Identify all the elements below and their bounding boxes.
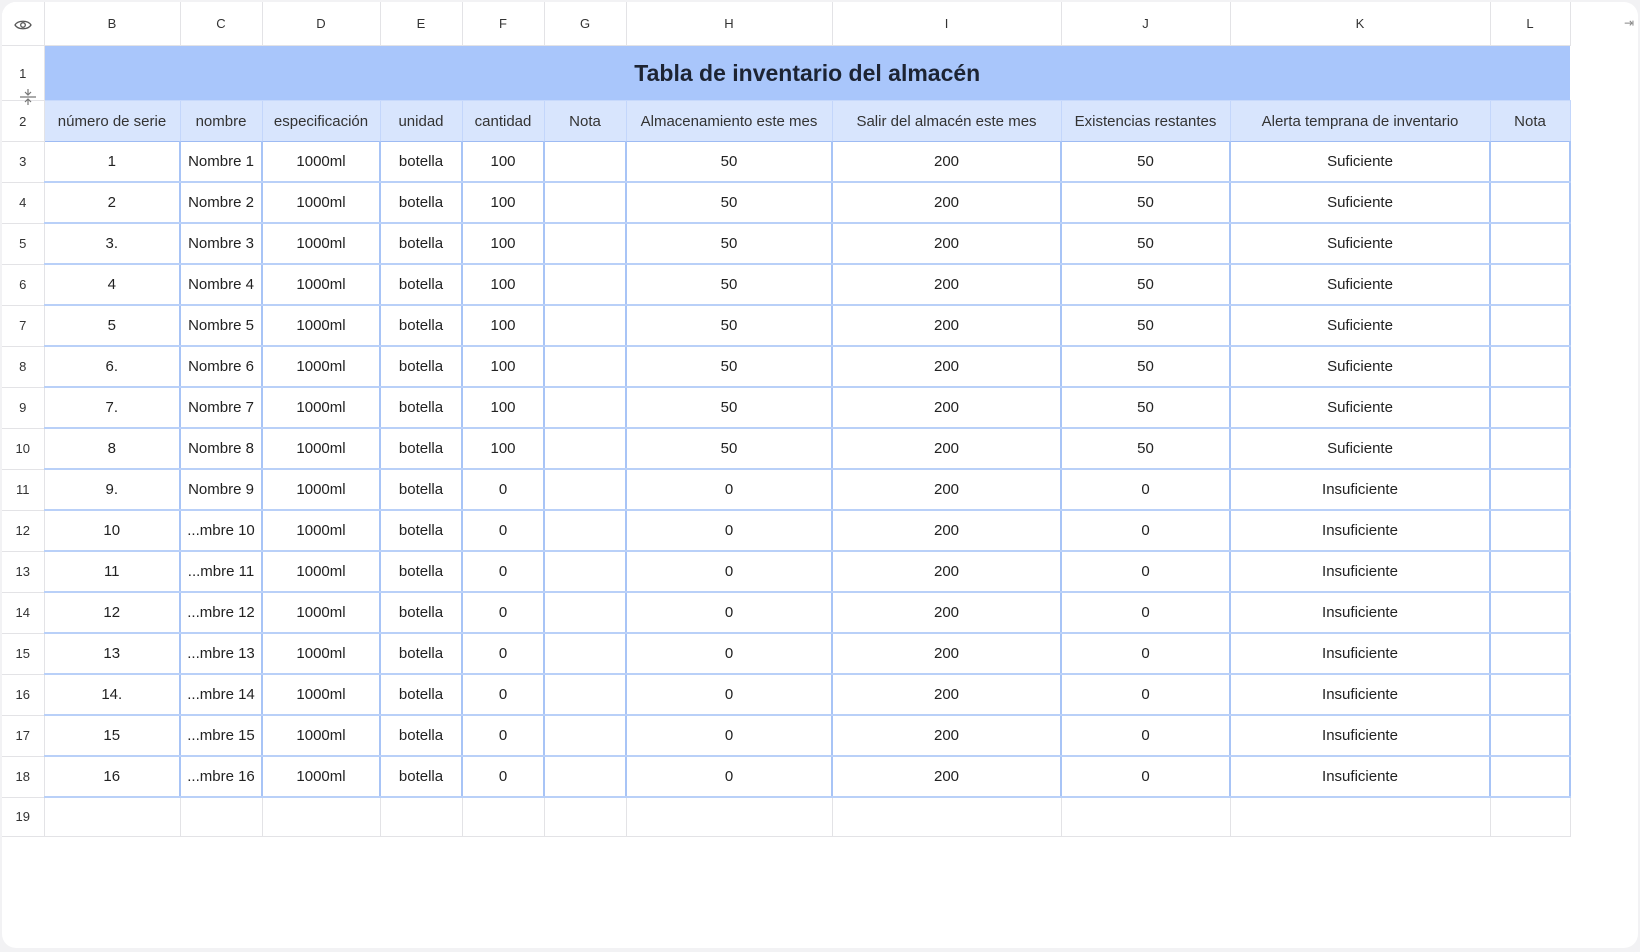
- name-cell[interactable]: Nombre 6: [180, 346, 262, 387]
- row-number[interactable]: 15: [2, 633, 44, 674]
- serial-cell[interactable]: 16: [44, 756, 180, 797]
- header-stock-out[interactable]: Salir del almacén este mes: [832, 101, 1061, 142]
- alert-cell[interactable]: Insuficiente: [1230, 756, 1490, 797]
- note-2-cell[interactable]: [1490, 182, 1570, 223]
- table-row: [2, 756, 1570, 797]
- stock-in-cell[interactable]: 50: [626, 428, 832, 469]
- serial-cell[interactable]: 2: [44, 182, 180, 223]
- spreadsheet-grid: [2, 2, 1571, 837]
- name-cell[interactable]: ...mbre 12: [180, 592, 262, 633]
- stock-in-cell[interactable]: 0: [626, 674, 832, 715]
- serial-cell[interactable]: 1: [44, 142, 180, 183]
- unit-cell[interactable]: botella: [380, 182, 462, 223]
- unit-cell[interactable]: botella: [380, 223, 462, 264]
- empty-cell[interactable]: [1230, 797, 1490, 837]
- stock-out-cell[interactable]: 200: [832, 182, 1061, 223]
- column-header-c[interactable]: C: [180, 2, 262, 46]
- row-number[interactable]: 3: [2, 142, 44, 183]
- spec-cell[interactable]: 1000ml: [262, 428, 380, 469]
- header-note[interactable]: Nota: [544, 101, 626, 142]
- row-number[interactable]: 5: [2, 223, 44, 264]
- note-2-cell[interactable]: [1490, 551, 1570, 592]
- note-2-cell[interactable]: [1490, 428, 1570, 469]
- note-cell[interactable]: [544, 264, 626, 305]
- header-serial[interactable]: número de serie: [44, 101, 180, 142]
- name-cell[interactable]: Nombre 2: [180, 182, 262, 223]
- unit-cell[interactable]: botella: [380, 264, 462, 305]
- note-2-cell[interactable]: [1490, 510, 1570, 551]
- table-row: [2, 387, 1570, 428]
- column-header-h[interactable]: H: [626, 2, 832, 46]
- stock-out-cell[interactable]: 200: [832, 715, 1061, 756]
- stock-out-cell[interactable]: 200: [832, 756, 1061, 797]
- spec-cell[interactable]: 1000ml: [262, 346, 380, 387]
- remaining-cell[interactable]: 0: [1061, 674, 1230, 715]
- remaining-cell[interactable]: 0: [1061, 551, 1230, 592]
- column-header-l[interactable]: L: [1490, 2, 1570, 46]
- serial-cell[interactable]: 13: [44, 633, 180, 674]
- table-row: [2, 715, 1570, 756]
- unit-cell[interactable]: botella: [380, 346, 462, 387]
- unit-cell[interactable]: botella: [380, 592, 462, 633]
- note-2-cell[interactable]: [1490, 715, 1570, 756]
- row-number[interactable]: 6: [2, 264, 44, 305]
- remaining-cell[interactable]: 0: [1061, 715, 1230, 756]
- unit-cell[interactable]: botella: [380, 469, 462, 510]
- header-quantity[interactable]: cantidad: [462, 101, 544, 142]
- remaining-cell[interactable]: 0: [1061, 633, 1230, 674]
- note-cell[interactable]: [544, 592, 626, 633]
- unit-cell[interactable]: botella: [380, 715, 462, 756]
- name-cell[interactable]: Nombre 9: [180, 469, 262, 510]
- unit-cell[interactable]: botella: [380, 674, 462, 715]
- stock-out-cell[interactable]: 200: [832, 142, 1061, 183]
- stock-out-cell[interactable]: 200: [832, 223, 1061, 264]
- unit-cell[interactable]: botella: [380, 510, 462, 551]
- row-number[interactable]: 18: [2, 756, 44, 797]
- empty-cell[interactable]: [380, 797, 462, 837]
- empty-cell[interactable]: [544, 797, 626, 837]
- stock-in-cell[interactable]: 0: [626, 592, 832, 633]
- note-cell[interactable]: [544, 756, 626, 797]
- spec-cell[interactable]: 1000ml: [262, 674, 380, 715]
- stock-in-cell[interactable]: 50: [626, 142, 832, 183]
- note-2-cell[interactable]: [1490, 305, 1570, 346]
- serial-cell[interactable]: 12: [44, 592, 180, 633]
- table-row: [2, 223, 1570, 264]
- spec-cell[interactable]: 1000ml: [262, 633, 380, 674]
- remaining-cell[interactable]: 50: [1061, 182, 1230, 223]
- row-number[interactable]: 14: [2, 592, 44, 633]
- stock-in-cell[interactable]: 50: [626, 182, 832, 223]
- stock-in-cell[interactable]: 50: [626, 387, 832, 428]
- note-cell[interactable]: [544, 223, 626, 264]
- remaining-cell[interactable]: 0: [1061, 592, 1230, 633]
- unit-cell[interactable]: botella: [380, 387, 462, 428]
- note-cell[interactable]: [544, 387, 626, 428]
- row-number[interactable]: 10: [2, 428, 44, 469]
- row-number[interactable]: 1: [2, 46, 44, 101]
- quantity-cell[interactable]: 100: [462, 142, 544, 183]
- note-2-cell[interactable]: [1490, 264, 1570, 305]
- quantity-cell[interactable]: 0: [462, 674, 544, 715]
- serial-cell[interactable]: 11: [44, 551, 180, 592]
- spec-cell[interactable]: 1000ml: [262, 223, 380, 264]
- serial-cell[interactable]: 10: [44, 510, 180, 551]
- stock-in-cell[interactable]: 50: [626, 223, 832, 264]
- serial-cell[interactable]: 9.: [44, 469, 180, 510]
- table-row: [2, 182, 1570, 223]
- note-cell[interactable]: [544, 142, 626, 183]
- stock-in-cell[interactable]: 0: [626, 715, 832, 756]
- name-cell[interactable]: ...mbre 16: [180, 756, 262, 797]
- name-cell[interactable]: ...mbre 10: [180, 510, 262, 551]
- serial-cell[interactable]: 7.: [44, 387, 180, 428]
- note-2-cell[interactable]: [1490, 223, 1570, 264]
- header-stock-in[interactable]: Almacenamiento este mes: [626, 101, 832, 142]
- note-cell[interactable]: [544, 469, 626, 510]
- alert-cell[interactable]: Suficiente: [1230, 387, 1490, 428]
- empty-cell[interactable]: [44, 797, 180, 837]
- remaining-cell[interactable]: 50: [1061, 223, 1230, 264]
- note-cell[interactable]: [544, 551, 626, 592]
- quantity-cell[interactable]: 0: [462, 592, 544, 633]
- spreadsheet-window: [2, 2, 1638, 948]
- empty-cell[interactable]: [832, 797, 1061, 837]
- empty-cell[interactable]: [1061, 797, 1230, 837]
- empty-cell[interactable]: [262, 797, 380, 837]
- empty-cell[interactable]: [1490, 797, 1570, 837]
- serial-cell[interactable]: 15: [44, 715, 180, 756]
- table-row: [2, 305, 1570, 346]
- unit-cell[interactable]: botella: [380, 428, 462, 469]
- column-header-k[interactable]: K: [1230, 2, 1490, 46]
- remaining-cell[interactable]: 50: [1061, 305, 1230, 346]
- spec-cell[interactable]: 1000ml: [262, 756, 380, 797]
- header-remaining[interactable]: Existencias restantes: [1061, 101, 1230, 142]
- row-number[interactable]: 4: [2, 182, 44, 223]
- remaining-cell[interactable]: 50: [1061, 387, 1230, 428]
- stock-in-cell[interactable]: 50: [626, 305, 832, 346]
- spec-cell[interactable]: 1000ml: [262, 142, 380, 183]
- stock-in-cell[interactable]: 50: [626, 264, 832, 305]
- quantity-cell[interactable]: 100: [462, 305, 544, 346]
- table-row: [2, 469, 1570, 510]
- alert-cell[interactable]: Insuficiente: [1230, 633, 1490, 674]
- column-header-d[interactable]: D: [262, 2, 380, 46]
- remaining-cell[interactable]: 50: [1061, 264, 1230, 305]
- note-2-cell[interactable]: [1490, 387, 1570, 428]
- alert-cell[interactable]: Suficiente: [1230, 428, 1490, 469]
- note-cell[interactable]: [544, 674, 626, 715]
- name-cell[interactable]: Nombre 8: [180, 428, 262, 469]
- empty-row: [2, 797, 1570, 837]
- name-cell[interactable]: ...mbre 11: [180, 551, 262, 592]
- remaining-cell[interactable]: 50: [1061, 346, 1230, 387]
- table-row: [2, 551, 1570, 592]
- stock-out-cell[interactable]: 200: [832, 264, 1061, 305]
- stock-in-cell[interactable]: 0: [626, 469, 832, 510]
- alert-cell[interactable]: Insuficiente: [1230, 510, 1490, 551]
- note-cell[interactable]: [544, 428, 626, 469]
- name-cell[interactable]: ...mbre 15: [180, 715, 262, 756]
- quantity-cell[interactable]: 100: [462, 428, 544, 469]
- alert-cell[interactable]: Suficiente: [1230, 305, 1490, 346]
- quantity-cell[interactable]: 100: [462, 223, 544, 264]
- alert-cell[interactable]: Suficiente: [1230, 182, 1490, 223]
- note-2-cell[interactable]: [1490, 592, 1570, 633]
- quantity-cell[interactable]: 0: [462, 633, 544, 674]
- stock-out-cell[interactable]: 200: [832, 510, 1061, 551]
- serial-cell[interactable]: 14.: [44, 674, 180, 715]
- serial-cell[interactable]: 5: [44, 305, 180, 346]
- header-name[interactable]: nombre: [180, 101, 262, 142]
- quantity-cell[interactable]: 100: [462, 182, 544, 223]
- header-alert[interactable]: Alerta temprana de inventario: [1230, 101, 1490, 142]
- note-cell[interactable]: [544, 346, 626, 387]
- row-number[interactable]: 16: [2, 674, 44, 715]
- eye-icon[interactable]: [14, 19, 32, 31]
- stock-out-cell[interactable]: 200: [832, 592, 1061, 633]
- table-row: [2, 510, 1570, 551]
- alert-cell[interactable]: Suficiente: [1230, 264, 1490, 305]
- stock-in-cell[interactable]: 0: [626, 551, 832, 592]
- serial-cell[interactable]: 6.: [44, 346, 180, 387]
- spec-cell[interactable]: 1000ml: [262, 551, 380, 592]
- row-resize-icon[interactable]: [18, 88, 38, 106]
- spec-cell[interactable]: 1000ml: [262, 387, 380, 428]
- empty-cell[interactable]: [626, 797, 832, 837]
- spec-cell[interactable]: 1000ml: [262, 510, 380, 551]
- empty-cell[interactable]: [180, 797, 262, 837]
- serial-cell[interactable]: 4: [44, 264, 180, 305]
- quantity-cell[interactable]: 0: [462, 510, 544, 551]
- empty-cell[interactable]: [462, 797, 544, 837]
- note-2-cell[interactable]: [1490, 142, 1570, 183]
- column-header-row: [2, 2, 1570, 46]
- header-note-2[interactable]: Nota: [1490, 101, 1570, 142]
- quantity-cell[interactable]: 100: [462, 346, 544, 387]
- unit-cell[interactable]: botella: [380, 633, 462, 674]
- row-number[interactable]: 19: [2, 797, 44, 837]
- header-row: [2, 101, 1570, 142]
- quantity-cell[interactable]: 0: [462, 756, 544, 797]
- alert-cell[interactable]: Insuficiente: [1230, 674, 1490, 715]
- stock-in-cell[interactable]: 0: [626, 510, 832, 551]
- note-cell[interactable]: [544, 510, 626, 551]
- note-cell[interactable]: [544, 305, 626, 346]
- table-row: [2, 674, 1570, 715]
- name-cell[interactable]: ...mbre 13: [180, 633, 262, 674]
- quantity-cell[interactable]: 0: [462, 469, 544, 510]
- note-cell[interactable]: [544, 182, 626, 223]
- remaining-cell[interactable]: 50: [1061, 428, 1230, 469]
- quantity-cell[interactable]: 0: [462, 715, 544, 756]
- stock-out-cell[interactable]: 200: [832, 674, 1061, 715]
- table-row: [2, 428, 1570, 469]
- row-number[interactable]: 13: [2, 551, 44, 592]
- spec-cell[interactable]: 1000ml: [262, 469, 380, 510]
- alert-cell[interactable]: Insuficiente: [1230, 592, 1490, 633]
- note-cell[interactable]: [544, 715, 626, 756]
- table-row: [2, 264, 1570, 305]
- stock-out-cell[interactable]: 200: [832, 469, 1061, 510]
- spec-cell[interactable]: 1000ml: [262, 592, 380, 633]
- column-header-f[interactable]: F: [462, 2, 544, 46]
- name-cell[interactable]: ...mbre 14: [180, 674, 262, 715]
- serial-cell[interactable]: 3.: [44, 223, 180, 264]
- stock-in-cell[interactable]: 0: [626, 633, 832, 674]
- remaining-cell[interactable]: 50: [1061, 142, 1230, 183]
- alert-cell[interactable]: Suficiente: [1230, 346, 1490, 387]
- row-number[interactable]: 12: [2, 510, 44, 551]
- quantity-cell[interactable]: 100: [462, 387, 544, 428]
- spec-cell[interactable]: 1000ml: [262, 182, 380, 223]
- note-2-cell[interactable]: [1490, 674, 1570, 715]
- name-cell[interactable]: Nombre 5: [180, 305, 262, 346]
- row-number[interactable]: 7: [2, 305, 44, 346]
- stock-out-cell[interactable]: 200: [832, 633, 1061, 674]
- note-cell[interactable]: [544, 633, 626, 674]
- column-header-e[interactable]: E: [380, 2, 462, 46]
- expand-arrow-icon[interactable]: ⇥: [1624, 16, 1635, 30]
- quantity-cell[interactable]: 100: [462, 264, 544, 305]
- row-number[interactable]: 11: [2, 469, 44, 510]
- alert-cell[interactable]: Suficiente: [1230, 142, 1490, 183]
- spec-cell[interactable]: 1000ml: [262, 305, 380, 346]
- unit-cell[interactable]: botella: [380, 305, 462, 346]
- column-header-b[interactable]: B: [44, 2, 180, 46]
- stock-out-cell[interactable]: 200: [832, 305, 1061, 346]
- stock-in-cell[interactable]: 0: [626, 756, 832, 797]
- column-header-i[interactable]: I: [832, 2, 1061, 46]
- alert-cell[interactable]: Suficiente: [1230, 223, 1490, 264]
- quantity-cell[interactable]: 0: [462, 551, 544, 592]
- name-cell[interactable]: Nombre 4: [180, 264, 262, 305]
- note-2-cell[interactable]: [1490, 346, 1570, 387]
- name-cell[interactable]: Nombre 7: [180, 387, 262, 428]
- stock-in-cell[interactable]: 50: [626, 346, 832, 387]
- remaining-cell[interactable]: 0: [1061, 756, 1230, 797]
- table-row: [2, 142, 1570, 183]
- name-cell[interactable]: Nombre 3: [180, 223, 262, 264]
- note-2-cell[interactable]: [1490, 756, 1570, 797]
- name-cell[interactable]: Nombre 1: [180, 142, 262, 183]
- remaining-cell[interactable]: 0: [1061, 510, 1230, 551]
- stock-out-cell[interactable]: 200: [832, 387, 1061, 428]
- table-title[interactable]: Tabla de inventario del almacén: [44, 46, 1570, 101]
- stock-out-cell[interactable]: 200: [832, 428, 1061, 469]
- column-header-j[interactable]: J: [1061, 2, 1230, 46]
- alert-cell[interactable]: Insuficiente: [1230, 715, 1490, 756]
- stock-out-cell[interactable]: 200: [832, 346, 1061, 387]
- remaining-cell[interactable]: 0: [1061, 469, 1230, 510]
- spec-cell[interactable]: 1000ml: [262, 264, 380, 305]
- alert-cell[interactable]: Insuficiente: [1230, 469, 1490, 510]
- note-2-cell[interactable]: [1490, 469, 1570, 510]
- unit-cell[interactable]: botella: [380, 551, 462, 592]
- table-row: [2, 592, 1570, 633]
- header-spec[interactable]: especificación: [262, 101, 380, 142]
- serial-cell[interactable]: 8: [44, 428, 180, 469]
- row-number[interactable]: 2: [2, 101, 44, 142]
- corner-cell[interactable]: [2, 2, 44, 46]
- column-header-g[interactable]: G: [544, 2, 626, 46]
- unit-cell[interactable]: botella: [380, 142, 462, 183]
- table-row: [2, 346, 1570, 387]
- header-unit[interactable]: unidad: [380, 101, 462, 142]
- stock-out-cell[interactable]: 200: [832, 551, 1061, 592]
- title-row: [2, 46, 1570, 101]
- alert-cell[interactable]: Insuficiente: [1230, 551, 1490, 592]
- row-number[interactable]: 8: [2, 346, 44, 387]
- table-row: [2, 633, 1570, 674]
- spec-cell[interactable]: 1000ml: [262, 715, 380, 756]
- row-number[interactable]: 9: [2, 387, 44, 428]
- unit-cell[interactable]: botella: [380, 756, 462, 797]
- row-number[interactable]: 17: [2, 715, 44, 756]
- note-2-cell[interactable]: [1490, 633, 1570, 674]
